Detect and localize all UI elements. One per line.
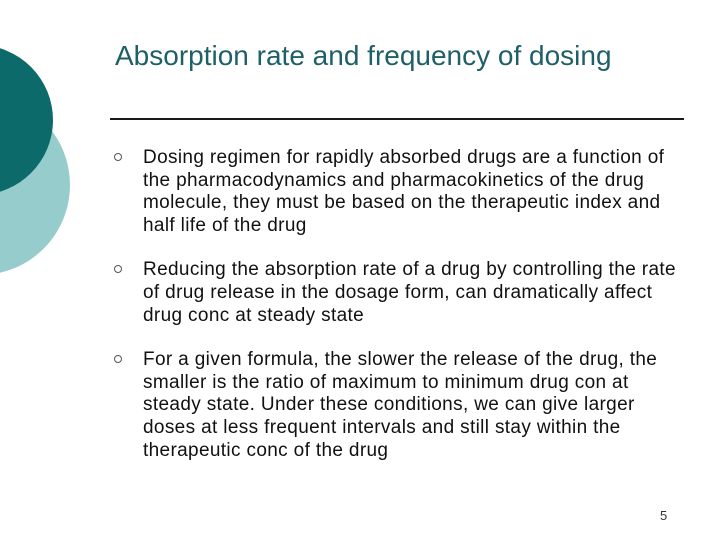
bullet-text: Reducing the absorption rate of a drug by controlling the rate of drug release in the dosage form, can dramatically affect drug conc at steady state [143,259,676,326]
bullet-circle-icon [114,153,122,161]
bullet-item [114,349,684,462]
bullet-list [114,147,684,484]
page-number: 5 [660,508,668,523]
bullet-item [114,147,684,237]
slide-title: Absorption rate and frequency of dosing [115,40,612,71]
title-divider [110,118,684,120]
bullet-text: Dosing regimen for rapidly absorbed drugs are a function of the pharmacodynamics and pharmacokinetics of the drug molecule, they must be based on the therapeutic index and half life of the drug [143,147,665,236]
bullet-circle-icon [114,265,122,273]
slide-decoration [0,0,80,300]
bullet-circle-icon [114,355,122,363]
bullet-item [114,259,684,327]
bullet-text: For a given formula, the slower the release of the drug, the smaller is the ratio of maximum to minimum drug con at steady state. Under these conditions, we can give larger doses at less frequent intervals and still stay within the therapeutic conc of the drug [143,349,658,461]
